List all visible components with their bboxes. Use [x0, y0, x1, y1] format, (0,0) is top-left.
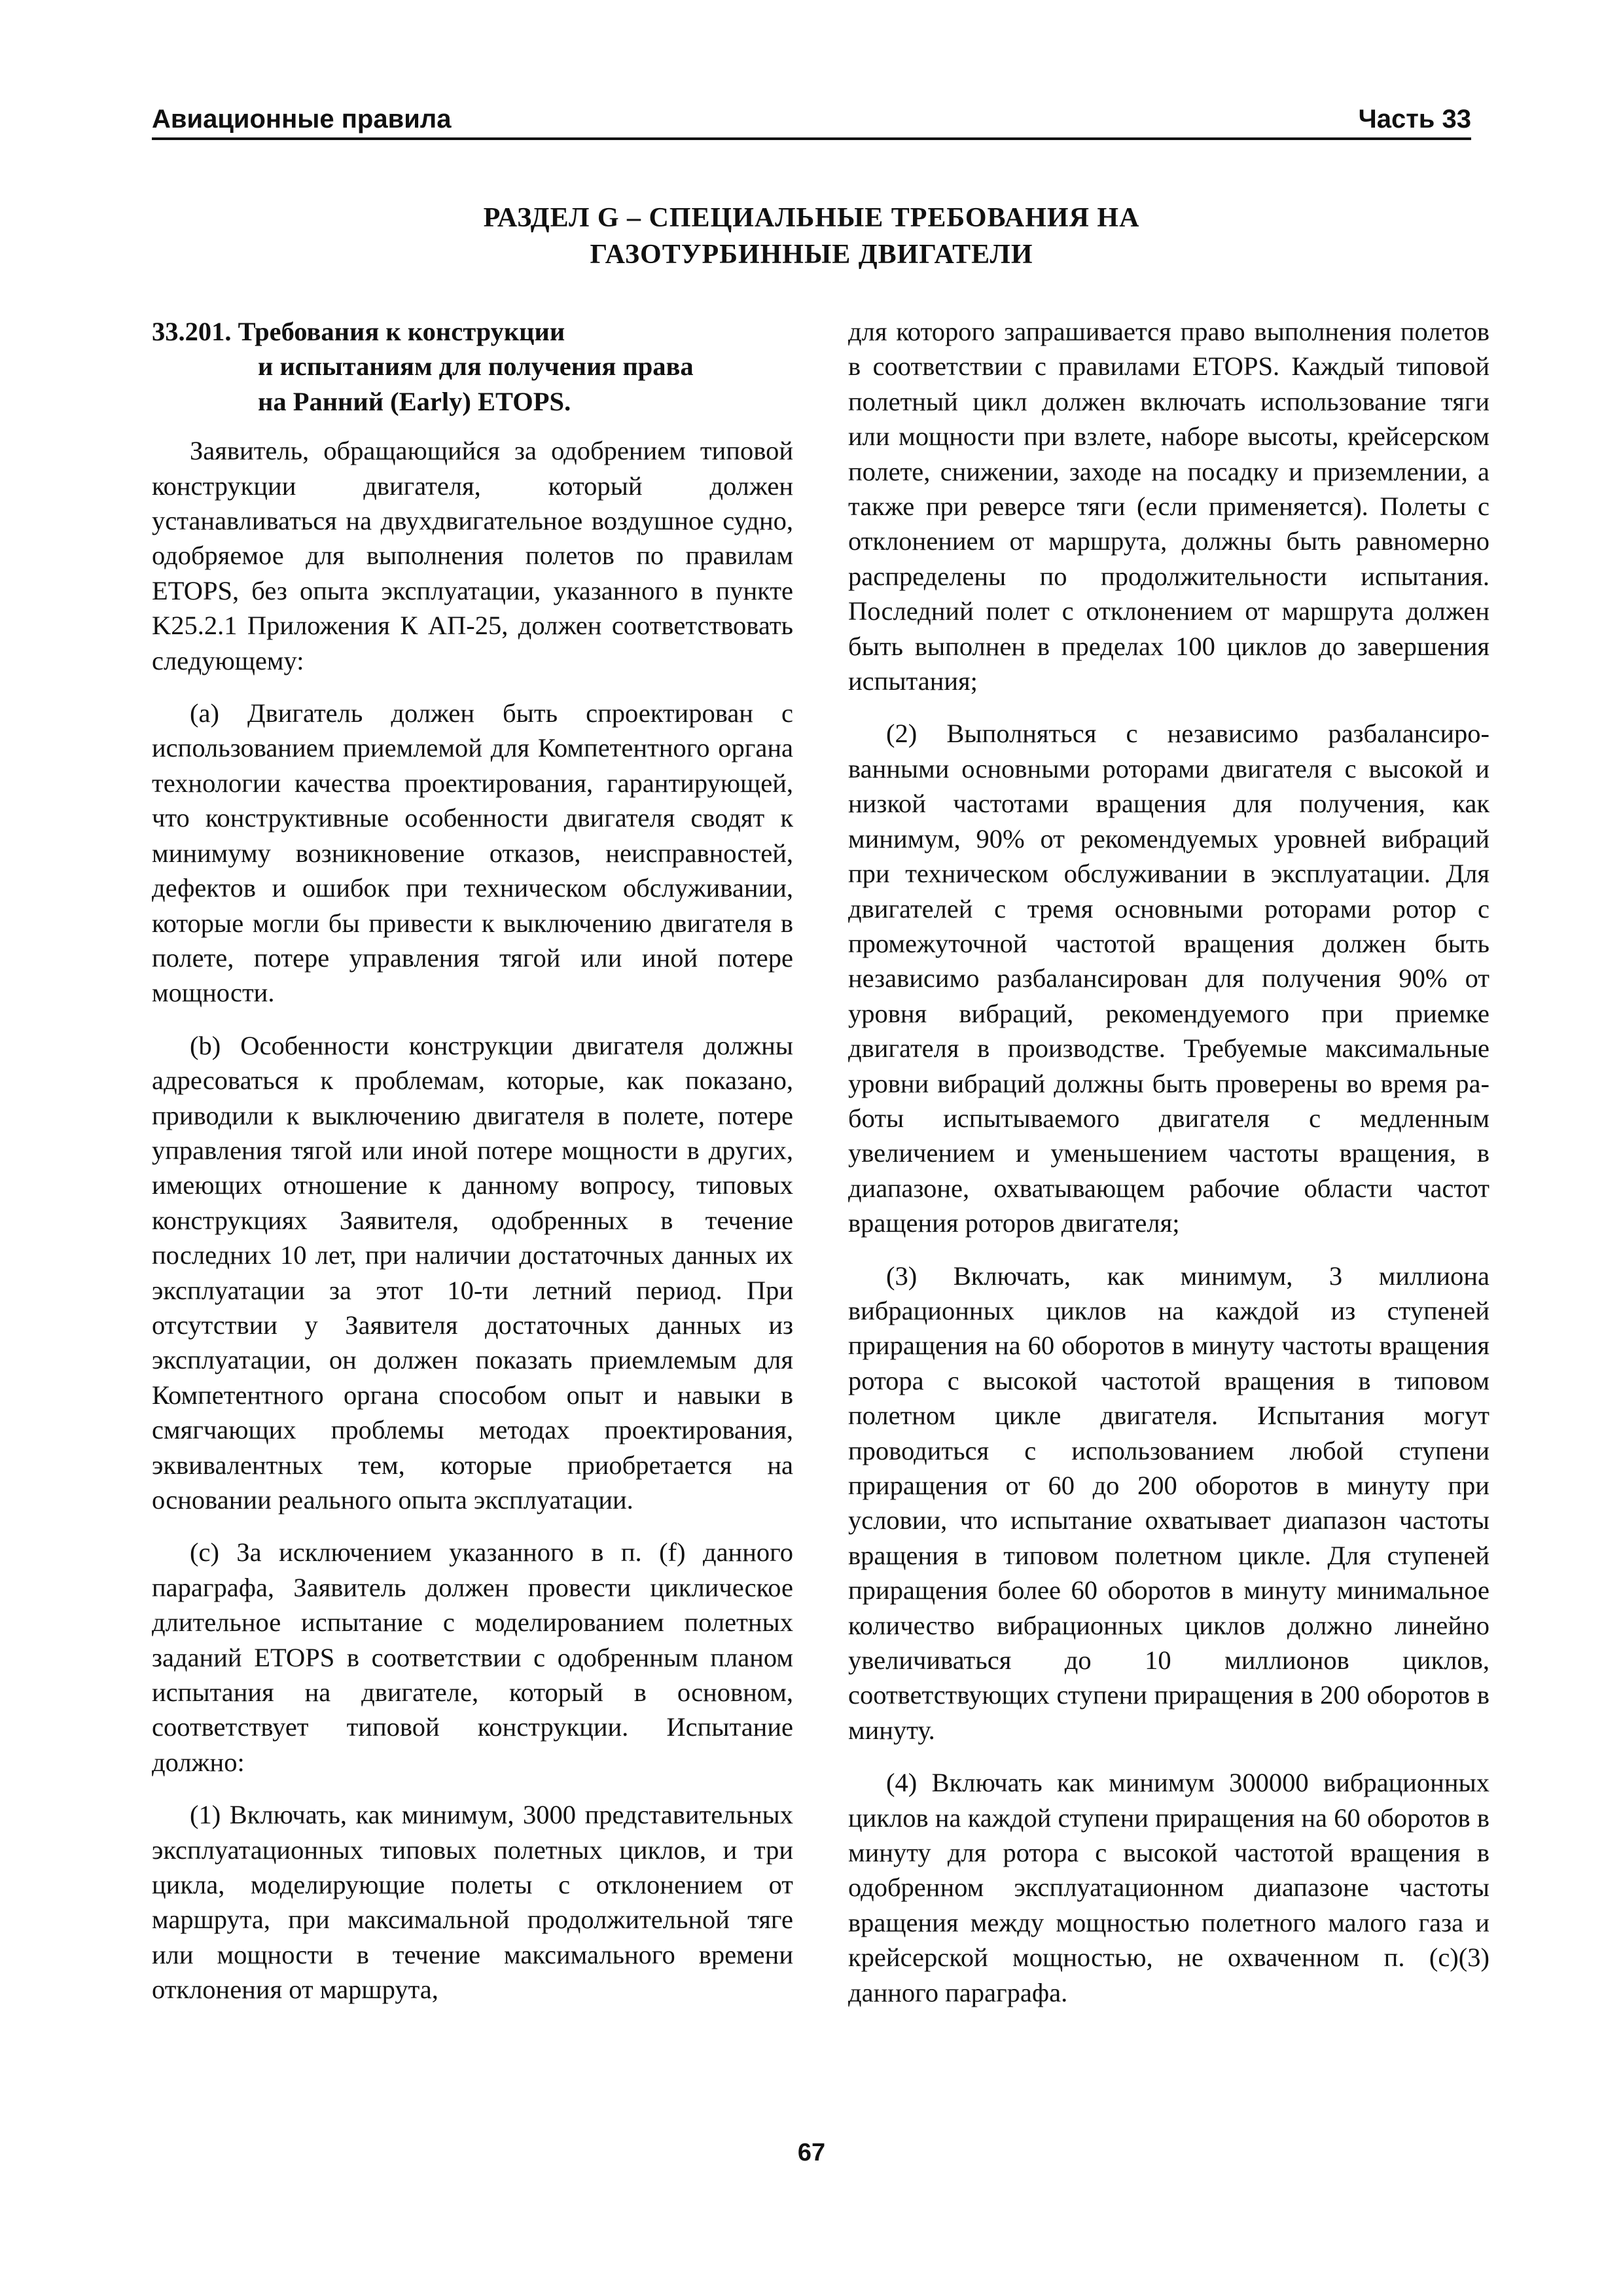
left-column	[152, 314, 793, 2025]
header-document-title: Авиационные правила	[152, 105, 452, 134]
paragraph-b: (b) Особенности конструкции двигателя должны адресоваться к проблемам, которые, как показано, приводили к выключению двигателя в полете, потере управления тягой или иной потере мощности в других, имеющих отношение к данному вопросу, типовых конструкциях Заявителя, одобренных в течение последних 10 лет, при наличии достаточных данных их эксплуатации за этот 10-ти летний период. При отсутствии у Заявителя достаточных данных из эксплуатации, он должен показать приемлемым для Компетентного органа способом опыт и навыки в смягчающих проблемы методах проектирования, эквивалентных тем, которые приобретается на основании реального опыта эксплуатации.	[152, 1030, 793, 1515]
running-header	[152, 105, 1471, 140]
article-title-line-1: Требования к конструкции	[238, 317, 565, 346]
article-number: 33.201.	[152, 317, 232, 346]
article-title-line-3: на Ранний (Early) ETOPS.	[258, 386, 571, 416]
paragraph-c1: (1) Включать, как минимум, 3000 представительных эксплуатационных типовых полетных циклов, и три цикла, моделирующие полеты с отклонением от маршрута, при максимальной продолжительной тяге или мощности в течение максимального времени отклонения от маршрута,	[152, 1800, 793, 2005]
section-title-line-2: ГАЗОТУРБИННЫЕ ДВИГАТЕЛИ	[590, 240, 1033, 270]
page-number: 67	[797, 2139, 826, 2166]
paragraph-a: (a) Двигатель должен быть спроектирован с использованием приемлемой для Компетентного органа технологии качества проектирования, гарантирующей, что конструктивные особенности двигателя сводят к минимуму возникновение отказов, неисправностей, дефектов и ошибок при техническом обслуживании, которые могли бы привести к выключению двигателя в полете, потере управления тягой или иной потере мощности.	[152, 698, 793, 1008]
article-title-line-2: и испытаниям для получения права	[258, 351, 694, 382]
paragraph-c1-continued: для которого запрашивается право выполнения полетов в соответствии с правилами ETOPS. Каждый типовой полетный цикл должен включать использование тяги или мощности при взлете, наборе высоты, крейсерском полете, снижении, заходе на посадку и приземлении, а также при реверсе тяги (если применяется). Полеты с отклонением от маршрута, должны быть равномерно распределены по продолжительности испытания. Последний полет с отклонением от маршрута должен быть выполнен в пределах 100 циклов до завершения испытания;	[848, 317, 1489, 696]
paragraph-c: (c) За исключением указанного в п. (f) данного параграфа, Заявитель должен провести циклическое длительное испытание с моделированием полетных заданий ETOPS в соответствии с одобренным планом испытания на двигателе, который в основном, соответствует типовой конструкции. Испытание должно:	[152, 1537, 793, 1777]
paragraph-c2: (2) Выполняться с независимо разбалансированными основными роторами двигателя с высокой и низкой частотами вращения для получения, как минимум, 90% от рекомендуемых уровней вибраций при техническом обслуживании в эксплуатации. Для двигателей с тремя основными роторами ротор с промежуточной частотой вращения должен быть независимо разбалансирован для получения 90% от уровня вибраций, рекомендуемого при приемке двигателя в производстве. Требуемые максимальные уровни вибраций должны быть проверены во время работы испытываемого двигателя с медленным увеличением и уменьшением частоты вращения, в диапазоне, охватывающем рабочие области частот вращения роторов двигателя;	[848, 719, 1489, 1238]
header-part-number: Часть 33	[1358, 105, 1471, 134]
paragraph-c3: (3) Включать, как минимум, 3 миллиона вибрационных циклов на каждой из ступеней приращения на 60 оборотов в минуту частоты вращения ротора с высокой частотой вращения в типовом полетном цикле двигателя. Испытания могут проводиться с использованием любой ступени приращения от 60 до 200 оборотов в минуту при условии, что испытание охватывает диапазон частоты вращения в типовом полетном цикле. Для ступеней приращения более 60 оборотов в минуту минимальное количество вибрационных циклов должно линейно увеличиваться до 10 миллионов циклов, соответствующих ступени приращения в 200 оборотов в минуту.	[848, 1261, 1489, 1745]
section-title-line-1: РАЗДЕЛ G – СПЕЦИАЛЬНЫЕ ТРЕБОВАНИЯ НА	[483, 203, 1140, 233]
intro-paragraph: Заявитель, обращающийся за одобрением типовой конструкции двигателя, который должен устанавливаться на двухдвигательное воздушное судно, одобряемое для выполнения полетов по правилам ETOPS, без опыта эксплуатации, указанного в пункте K25.2.1 Приложения К АП-25, должен соответствовать следующему:	[152, 436, 793, 675]
right-column	[848, 314, 1489, 2028]
paragraph-c4: (4) Включать как минимум 300000 вибрационных циклов на каждой ступени приращения на 60 оборотов в минуту для ротора с высокой частотой вращения в одобренном эксплуатационном диапазоне частоты вращения между мощностью полетного малого газа и крейсерской мощностью, не охваченном п. (c)(3) данного параграфа.	[848, 1768, 1489, 2007]
article-heading	[152, 314, 793, 419]
section-title	[152, 200, 1471, 273]
